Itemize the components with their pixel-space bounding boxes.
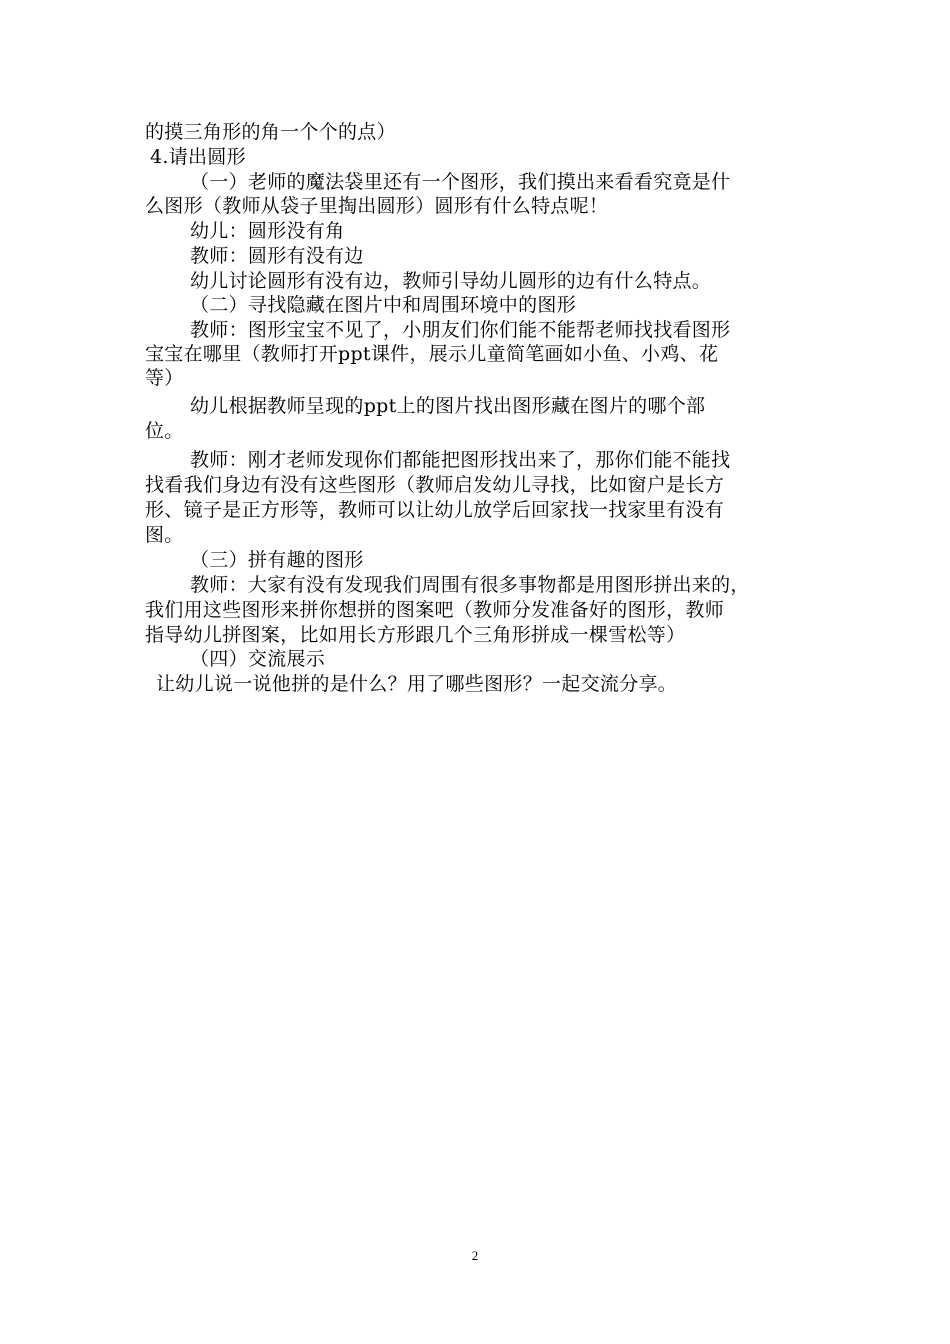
text-line: 教师：图形宝宝不见了，小朋友们你们能不能帮老师找找看图形 bbox=[190, 319, 731, 341]
text-line: 么图形（教师从袋子里掏出圆形）圆形有什么特点呢！ bbox=[145, 195, 609, 217]
text-line: 位。 bbox=[145, 420, 184, 442]
text-line: 找看我们身边有没有这些图形（教师启发幼儿寻找，比如窗户是长方 bbox=[145, 474, 725, 496]
text-line: 图。 bbox=[145, 524, 184, 546]
text-line: 教师：圆形有没有边 bbox=[190, 245, 364, 267]
text-line: 宝宝在哪里（教师打开ppt课件，展示儿童简笔画如小鱼、小鸡、花 bbox=[145, 343, 719, 365]
page-number: 2 bbox=[471, 1248, 479, 1263]
text-line: 指导幼儿拼图案，比如用长方形跟几个三角形拼成一棵雪松等） bbox=[145, 624, 686, 646]
text-line: （一）老师的魔法袋里还有一个图形，我们摸出来看看究竟是什 bbox=[190, 171, 731, 193]
text-line: 教师：刚才老师发现你们都能把图形找出来了，那你们能不能找 bbox=[190, 449, 731, 471]
text-line: 幼儿：圆形没有角 bbox=[190, 220, 345, 242]
text-line: 等） bbox=[145, 367, 184, 389]
text-line: 让幼儿说一说他拼的是什么？用了哪些图形？一起交流分享。 bbox=[156, 673, 678, 695]
subsection-heading: （三）拼有趣的图形 bbox=[190, 549, 364, 571]
section-heading: 4.请出圆形 bbox=[150, 146, 246, 168]
text-line: 幼儿讨论圆形有没有边，教师引导幼儿圆形的边有什么特点。 bbox=[190, 270, 712, 292]
text-line: 教师：大家有没有发现我们周围有很多事物都是用图形拼出来的， bbox=[190, 574, 750, 596]
text-line: 的摸三角形的角一个个的点） bbox=[145, 121, 396, 143]
text-line: 幼儿根据教师呈现的ppt上的图片找出图形藏在图片的哪个部 bbox=[190, 395, 706, 417]
subsection-heading: （四）交流展示 bbox=[190, 648, 326, 670]
text-line: 形、镜子是正方形等，教师可以让幼儿放学后回家找一找家里有没有 bbox=[145, 499, 725, 521]
subsection-heading: （二）寻找隐藏在图片中和周围环境中的图形 bbox=[190, 294, 577, 316]
text-line: 我们用这些图形来拼你想拼的图案吧（教师分发准备好的图形，教师 bbox=[145, 599, 725, 621]
document-body bbox=[145, 120, 815, 696]
